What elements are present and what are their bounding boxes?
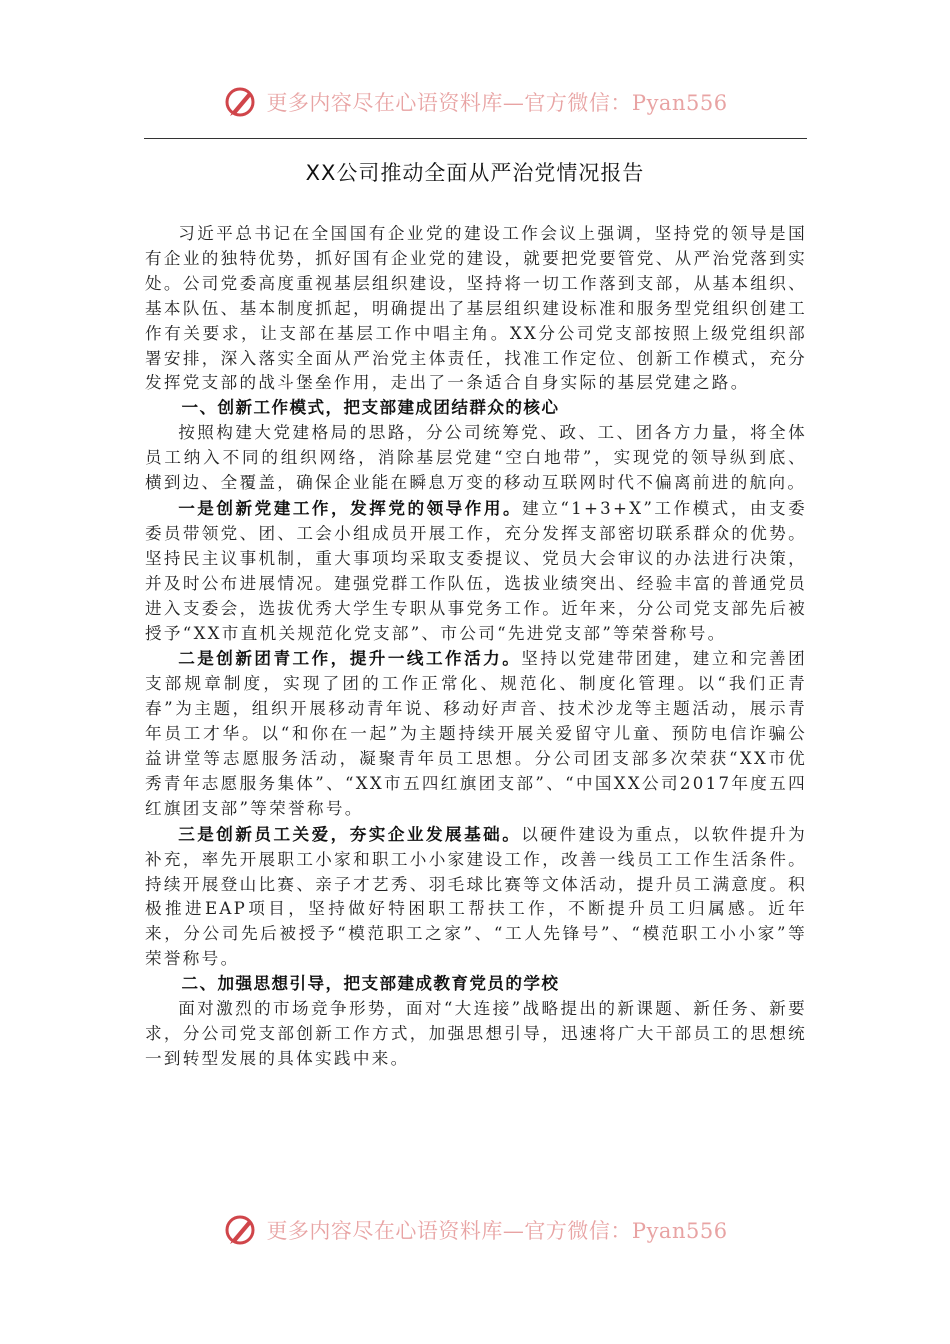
section-heading-2: 二、加强思想引导，把支部建成教育党员的学校: [181, 974, 560, 994]
watermark-text: 更多内容尽在心语资料库—官方微信：Pyan556: [266, 91, 728, 115]
watermark-banner-bottom: [0, 1210, 950, 1250]
section1-item2-paragraph: [145, 646, 807, 821]
document-body: [145, 222, 807, 1072]
header-rule: [144, 138, 807, 139]
item1-lead: 一是创新党建工作，发挥党的领导作用。: [178, 497, 523, 518]
section2-intro-paragraph: 面对激烈的市场竞争形势，面对“大连接”战略提出的新课题、新任务、新要求，分公司党支部创新工作方式，加强思想引导，迅速将广大干部员工的思想统一到转型发展的具体实践中来。: [145, 999, 807, 1068]
section1-item1-paragraph: [145, 496, 807, 646]
pen-logo-icon: [222, 84, 258, 120]
watermark-banner-top: [0, 82, 950, 122]
item2-body: 坚持以党建带团建，建立和完善团支部规章制度，实现了团的工作正常化、规范化、制度化管理。以“我们正青春”为主题，组织开展移动青年说、移动好声音、技术沙龙等主题活动，展示青年员工才华。以“和你在一起”为主题持续开展关爱留守儿童、预防电信诈骗公益讲堂等志愿服务活动，凝聚青年员工思想。分公司团支部多次荣获“XX市优秀青年志愿服务集体”、“XX市五四红旗团支部”、“中国XX公司2017年度五四红旗团支部”等荣誉称号。: [145, 649, 807, 818]
intro-paragraph: 习近平总书记在全国国有企业党的建设工作会议上强调，坚持党的领导是国有企业的独特优势，抓好国有企业党的建设，就要把党要管党、从严治党落到实处。公司党委高度重视基层组织建设，坚持将一切工作落到支部，从基本组织、基本队伍、基本制度抓起，明确提出了基层组织建设标准和服务型党组织创建工作有关要求，让支部在基层工作中唱主角。XX分公司党支部按照上级党组织部署安排，深入落实全面从严治党主体责任，找准工作定位、创新工作模式，充分发挥党支部的战斗堡垒作用，走出了一条适合自身实际的基层党建之路。: [145, 224, 807, 393]
item1-body: 建立“1+3+X”工作模式，由支委委员带领党、团、工会小组成员开展工作，充分发挥支部密切联系群众的优势。坚持民主议事机制，重大事项均采取支委提议、党员大会审议的办法进行决策，并及时公布进展情况。建强党群工作队伍，选拔业绩突出、经验丰富的普通党员进入支委会，选拔优秀大学生专职从事党务工作。近年来，分公司党支部先后被授予“XX市直机关规范化党支部”、市公司“先进党支部”等荣誉称号。: [145, 498, 807, 643]
section-heading-1: 一、创新工作模式，把支部建成团结群众的核心: [181, 398, 560, 418]
item3-lead: 三是创新员工关爱，夯实企业发展基础。: [178, 823, 522, 844]
section1-item3-paragraph: [145, 822, 807, 972]
pen-logo-icon: [222, 1212, 258, 1248]
document-title: XX公司推动全面从严治党情况报告: [305, 161, 645, 185]
item2-lead: 二是创新团青工作，提升一线工作活力。: [178, 648, 522, 669]
item3-body: 以硬件建设为重点，以软件提升为补充，率先开展职工小家和职工小小家建设工作，改善一线员工工作生活条件。持续开展登山比赛、亲子才艺秀、羽毛球比赛等文体活动，提升员工满意度。积极推进EAP项目，坚持做好特困职工帮扶工作，不断提升员工归属感。近年来，分公司先后被授予“模范职工之家”、“工人先锋号”、“模范职工小小家”等荣誉称号。: [145, 824, 807, 969]
watermark-text: 更多内容尽在心语资料库—官方微信：Pyan556: [266, 1219, 728, 1243]
section1-intro-paragraph: 按照构建大党建格局的思路，分公司统筹党、政、工、团各方力量，将全体员工纳入不同的组织网络，消除基层党建“空白地带”，实现党的领导纵到底、横到边、全覆盖，确保企业能在瞬息万变的移动互联网时代不偏离前进的航向。: [145, 423, 807, 493]
